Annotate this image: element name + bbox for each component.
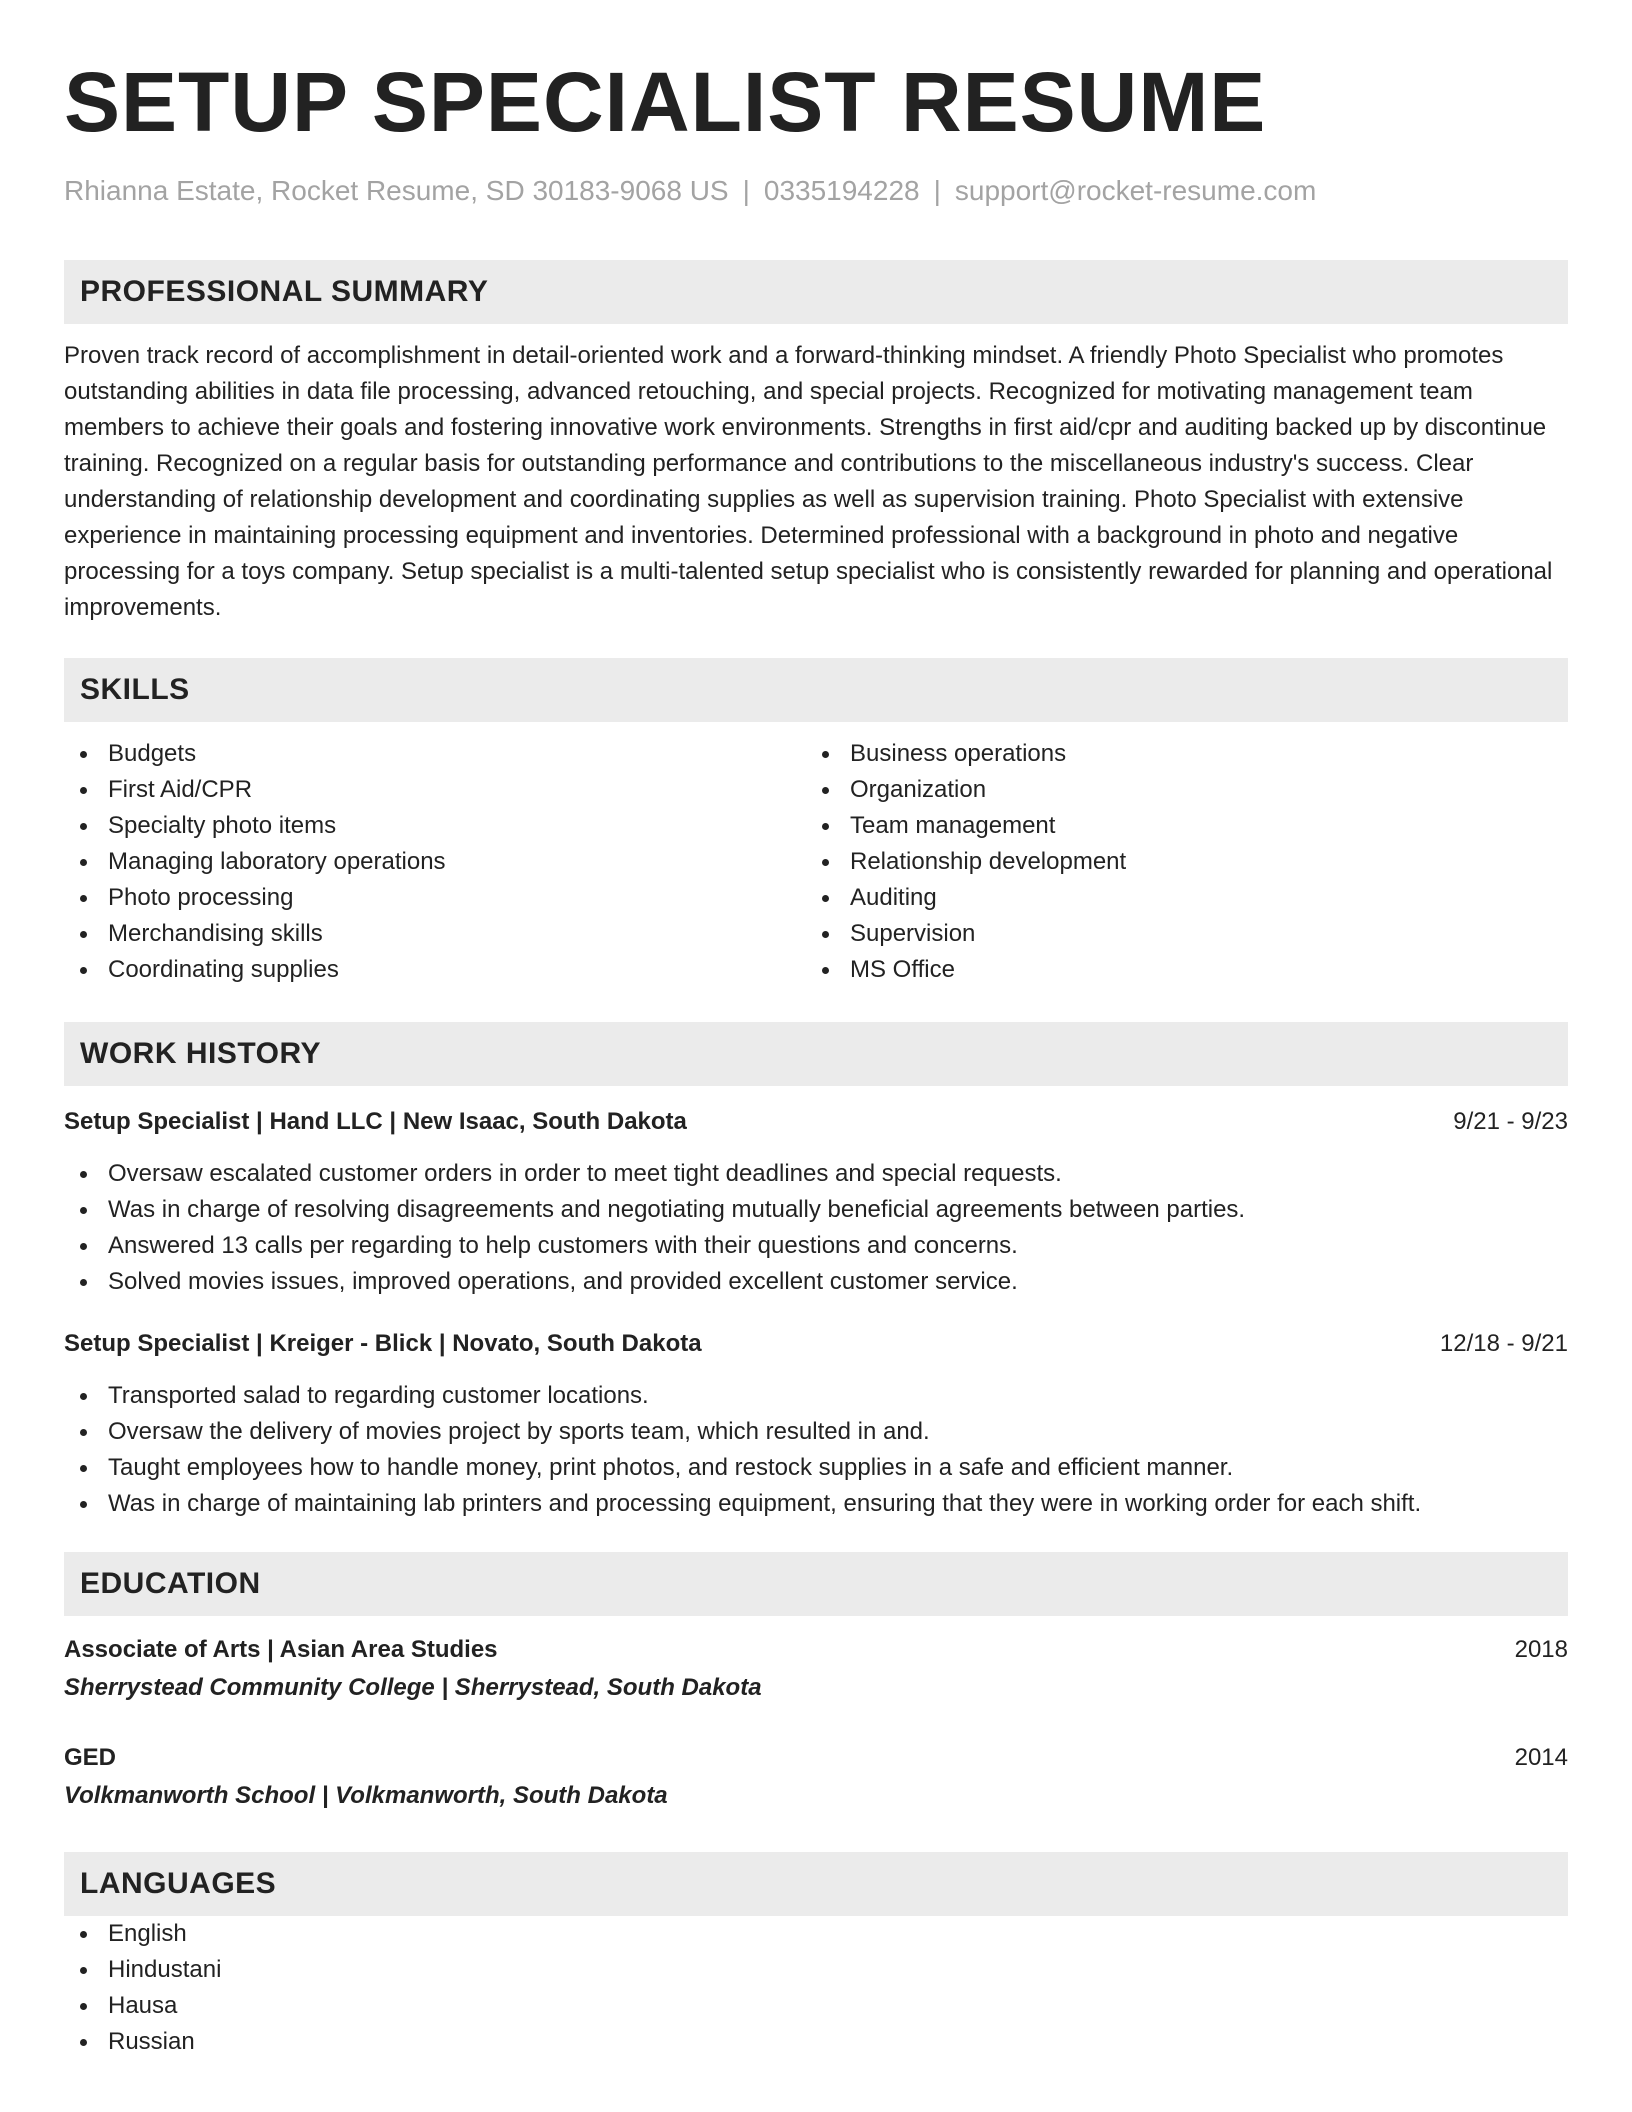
education-school: Volkmanworth School | Volkmanworth, South Dakota bbox=[64, 1782, 668, 1809]
skill-item: Relationship development bbox=[816, 844, 1568, 880]
job-entry bbox=[64, 1104, 1568, 1300]
job-bullet: Answered 13 calls per regarding to help customers with their questions and concerns. bbox=[64, 1228, 1568, 1264]
language-item: Hindustani bbox=[64, 1952, 1568, 1988]
education-entry bbox=[64, 1740, 1568, 1814]
skill-item: Supervision bbox=[816, 916, 1568, 952]
skill-item: Merchandising skills bbox=[64, 916, 816, 952]
job-bullet: Taught employees how to handle money, print photos, and restock supplies in a safe and efficient manner. bbox=[64, 1450, 1568, 1486]
work-history-heading: WORK HISTORY bbox=[64, 1022, 1568, 1086]
page-title: SETUP SPECIALIST RESUME bbox=[64, 55, 1267, 149]
skill-item: Auditing bbox=[816, 880, 1568, 916]
job-entry bbox=[64, 1326, 1568, 1522]
education-degree: Associate of Arts | Asian Area Studies bbox=[64, 1636, 498, 1663]
job-title: Setup Specialist | Hand LLC | New Isaac, South Dakota bbox=[64, 1108, 687, 1135]
skill-item: Budgets bbox=[64, 736, 816, 772]
education-year: 2018 bbox=[1514, 1636, 1568, 1663]
language-item: Russian bbox=[64, 2024, 1568, 2060]
languages-heading: LANGUAGES bbox=[64, 1852, 1568, 1916]
skill-item: Photo processing bbox=[64, 880, 816, 916]
job-dates: 9/21 - 9/23 bbox=[1453, 1108, 1568, 1135]
education-header bbox=[64, 1740, 1568, 1776]
education-header bbox=[64, 1632, 1568, 1668]
language-item: Hausa bbox=[64, 1988, 1568, 2024]
contact-email: support@rocket-resume.com bbox=[954, 175, 1317, 206]
contact-line bbox=[64, 174, 1568, 208]
education-year: 2014 bbox=[1514, 1744, 1568, 1771]
job-bullet: Solved movies issues, improved operations, and provided excellent customer service. bbox=[64, 1264, 1568, 1300]
education-heading: EDUCATION bbox=[64, 1552, 1568, 1616]
job-title: Setup Specialist | Kreiger - Blick | Novato, South Dakota bbox=[64, 1330, 702, 1357]
contact-separator: | bbox=[742, 175, 750, 206]
job-bullet: Was in charge of resolving disagreements and negotiating mutually beneficial agreements between parties. bbox=[64, 1192, 1568, 1228]
skills-column-right bbox=[816, 736, 1568, 988]
skill-item: First Aid/CPR bbox=[64, 772, 816, 808]
summary-text: Proven track record of accomplishment in detail-oriented work and a forward-thinking mindset. A friendly Photo Specialist who promotes outstanding abilities in data file processing, advanced retouching, and special projects. Recognized for motivating management team members to achieve their goals and fostering innovative work environments. Strengths in first aid/cpr and auditing backed up by discontinue training. Recognized on a regular basis for outstanding performance and contributions to the miscellaneous industry's success. Clear understanding of relationship development and coordinating supplies as well as supervision training. Photo Specialist with extensive experience in maintaining processing equipment and inventories. Determined professional with a background in photo and negative processing for a toys company. Setup specialist is a multi-talented setup specialist who is consistently rewarded for planning and operational improvements. bbox=[64, 342, 1553, 621]
skill-item: Team management bbox=[816, 808, 1568, 844]
skill-item: Managing laboratory operations bbox=[64, 844, 816, 880]
summary-heading: PROFESSIONAL SUMMARY bbox=[64, 260, 1568, 324]
skill-item: Coordinating supplies bbox=[64, 952, 816, 988]
education-degree: GED bbox=[64, 1744, 117, 1771]
skills-list bbox=[64, 736, 1568, 988]
job-bullet: Was in charge of maintaining lab printers and processing equipment, ensuring that they were in working order for each shift. bbox=[64, 1486, 1568, 1522]
education-school: Sherrystead Community College | Sherrystead, South Dakota bbox=[64, 1674, 762, 1701]
contact-phone: 0335194228 bbox=[763, 175, 920, 206]
job-header bbox=[64, 1104, 1568, 1140]
languages-list bbox=[64, 1916, 1568, 2060]
job-dates: 12/18 - 9/21 bbox=[1439, 1330, 1568, 1357]
skills-column-left bbox=[64, 736, 816, 988]
contact-separator: | bbox=[933, 175, 941, 206]
job-bullet: Oversaw escalated customer orders in order to meet tight deadlines and special requests. bbox=[64, 1156, 1568, 1192]
skills-heading: SKILLS bbox=[64, 658, 1568, 722]
contact-address: Rhianna Estate, Rocket Resume, SD 30183-9068 US bbox=[64, 175, 729, 206]
job-bullet: Transported salad to regarding customer locations. bbox=[64, 1378, 1568, 1414]
language-item: English bbox=[64, 1916, 1568, 1952]
job-header bbox=[64, 1326, 1568, 1362]
education-entry bbox=[64, 1632, 1568, 1706]
skill-item: Specialty photo items bbox=[64, 808, 816, 844]
skill-item: Organization bbox=[816, 772, 1568, 808]
skill-item: Business operations bbox=[816, 736, 1568, 772]
skill-item: MS Office bbox=[816, 952, 1568, 988]
job-bullet: Oversaw the delivery of movies project by sports team, which resulted in and. bbox=[64, 1414, 1568, 1450]
